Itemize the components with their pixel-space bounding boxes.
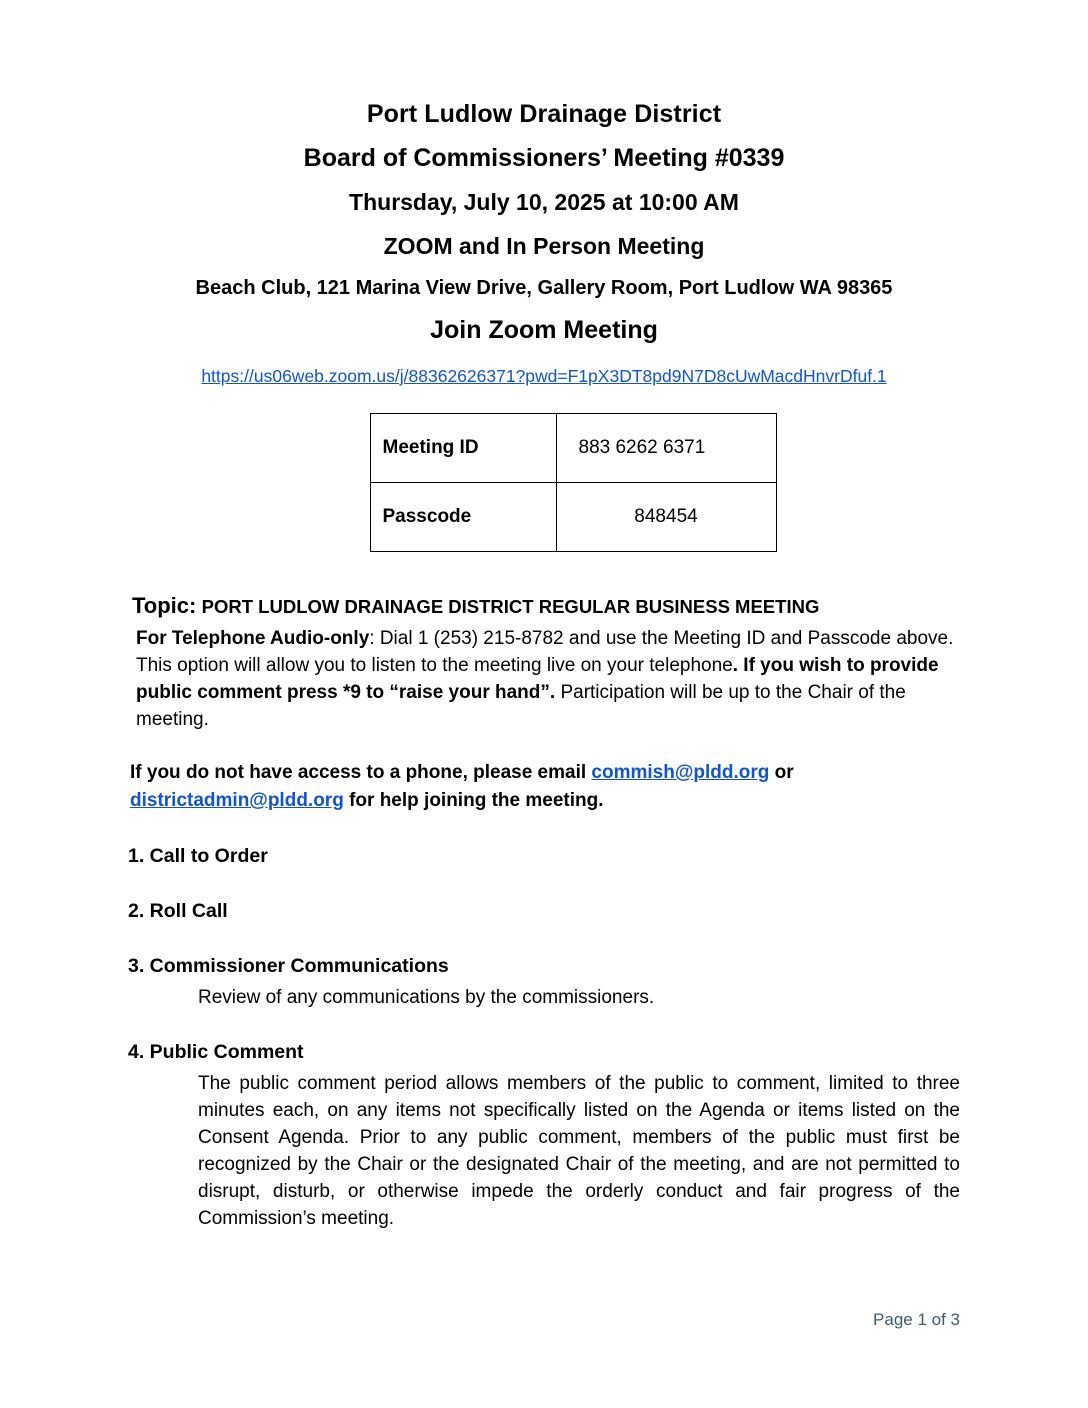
heading-meeting-mode: ZOOM and In Person Meeting: [383, 233, 705, 259]
topic-text: PORT LUDLOW DRAINAGE DISTRICT REGULAR BUSINESS MEETING: [201, 596, 820, 617]
document-heading: [128, 92, 960, 352]
heading-date-time: Thursday, July 10, 2025 at 10:00 AM: [349, 189, 739, 215]
email-help-conjunction: or: [769, 762, 794, 783]
agenda-item-4-body: The public comment period allows members of the public to comment, limited to three minutes each, on any items not specifically listed on the Agenda or items listed on the Consent Agenda. Prior to any public comment, members of the public must first be recognized by the Chair or the designated Chair of the meeting, and are not permitted to disrupt, disturb, or otherwise impede the orderly conduct and fair progress of the Commission’s meeting.: [198, 1073, 960, 1229]
topic-line: [132, 592, 960, 621]
commish-email-link[interactable]: commish@pldd.org: [591, 762, 770, 783]
telephone-raise-hand-note: . If you wish to provide public comment press *9 to “raise your hand”.: [136, 655, 939, 703]
meeting-credentials-table: [370, 413, 777, 552]
agenda-item-1: [128, 843, 960, 870]
districtadmin-email-link[interactable]: districtadmin@pldd.org: [130, 790, 344, 811]
email-help-paragraph: [130, 759, 940, 815]
telephone-audio-label: For Telephone Audio-only: [136, 628, 370, 649]
telephone-audio-paragraph: [136, 625, 956, 733]
zoom-link-row: [128, 366, 960, 387]
table-row: [370, 414, 776, 483]
heading-district-name: Port Ludlow Drainage District: [366, 100, 722, 128]
passcode-label: Passcode: [370, 483, 556, 552]
topic-label: Topic:: [132, 593, 197, 618]
email-help-lead: If you do not have access to a phone, please email: [130, 762, 592, 783]
telephone-audio-instructions: : Dial 1 (253) 215-8782 and use the Meeting ID and Passcode above. This option will allow you to listen to the meeting live on your telephone: [136, 628, 954, 676]
meeting-credentials-table-wrap: [128, 413, 960, 552]
page-footer: Page 1 of 3: [873, 1310, 960, 1329]
heading-join-zoom: Join Zoom Meeting: [430, 316, 658, 344]
meeting-id-value: 883 6262 6371: [556, 414, 776, 483]
agenda-item-3: [128, 953, 960, 1011]
agenda-item-3-body: Review of any communications by the commissioners.: [198, 987, 655, 1008]
passcode-value: 848454: [556, 483, 776, 552]
agenda-item-2-title: 2. Roll Call: [128, 900, 228, 922]
heading-location: Beach Club, 121 Marina View Drive, Gallery Room, Port Ludlow WA 98365: [195, 277, 893, 299]
heading-meeting-number: Board of Commissioners’ Meeting #0339: [303, 144, 785, 172]
agenda-item-3-title: 3. Commissioner Communications: [128, 955, 449, 977]
agenda-item-2: [128, 898, 960, 925]
agenda-item-4: [128, 1039, 960, 1232]
agenda-item-1-title: 1. Call to Order: [128, 845, 268, 867]
telephone-participation-note: Participation will be up to the Chair of the meeting.: [136, 682, 906, 730]
agenda-item-4-title: 4. Public Comment: [128, 1041, 304, 1063]
zoom-meeting-link[interactable]: https://us06web.zoom.us/j/88362626371?pwd=F1pX3DT8pd9N7D8cUwMacdHnvrDfuf.1: [201, 366, 887, 386]
table-row: [370, 483, 776, 552]
document-body: [128, 592, 960, 1232]
email-help-tail: for help joining the meeting.: [343, 790, 604, 811]
meeting-id-label: Meeting ID: [370, 414, 556, 483]
